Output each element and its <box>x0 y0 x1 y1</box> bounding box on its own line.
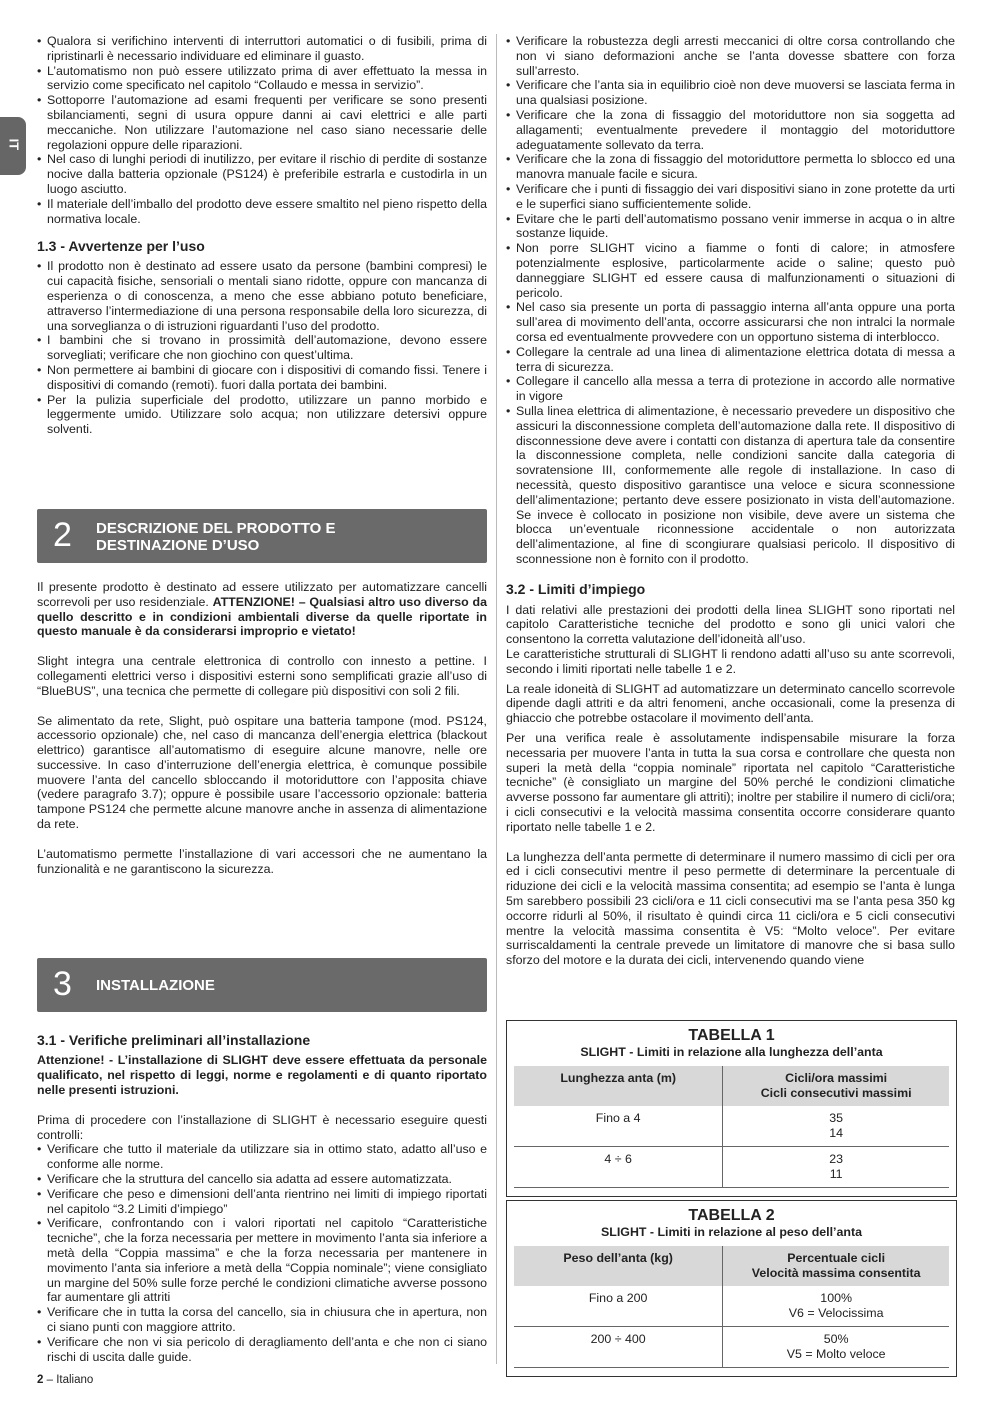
section-3-2-heading: 3.2 - Limiti d’impiego <box>506 580 646 597</box>
column-header <box>723 1066 949 1106</box>
chapter-title-line-1: DESCRIZIONE DEL PRODOTTO E <box>96 519 336 537</box>
page-number: 2 <box>37 1374 44 1386</box>
paragraph <box>37 580 487 639</box>
chapter-2-banner <box>37 509 487 563</box>
section-3-1-heading: 3.1 - Verifiche preliminari all’installazione <box>37 1032 311 1049</box>
warning-text: ATTENZIONE! – Qualsiasi altro uso diverso da quello descritto e in condizioni ambientali diverse da quelle riportate in questo manuale è da considerarsi improprio e vietato! <box>37 594 487 639</box>
chapter-title: INSTALLAZIONE <box>96 977 215 995</box>
table-row <box>514 1286 949 1327</box>
chapter-number: 2 <box>53 515 72 554</box>
column-header-line: Velocità massima consentita <box>751 1266 921 1280</box>
column-header-line: Percentuale cicli <box>787 1251 886 1265</box>
list-item: • Nel caso di lunghi periodi di inutilizzo, per evitare il rischio di perdite di sostanze nocive dalla batteria opzionale (PS124) è preferibile estrarla e custodirla in un luogo asciutto. <box>37 152 487 196</box>
cell-line: V5 = Molto veloce <box>786 1347 886 1361</box>
paragraph: Slight integra una centrale elettronica di controllo con innesto a pettine. I collegamenti elettrici verso i dispositivi esterni sono semplificati grazie all’uso di “BlueBUS”, una tecnica che permette di collegare più dispositivi con soli 2 fili. <box>37 654 487 698</box>
chapter-3-banner <box>37 958 487 1012</box>
table-cell: Fino a 4 <box>514 1106 723 1147</box>
list-item: • Non permettere ai bambini di giocare con i dispositivi di comando fissi. Tenere i dispositivi di comando (remoti). fuori dalla portata dei bambini. <box>37 363 487 393</box>
table-1 <box>506 1020 957 1197</box>
cell-line: V6 = Velocissima <box>788 1306 884 1320</box>
list-item: • Evitare che le parti dell’automatismo possano venir immerse in acqua o in altre sostanze liquide. <box>506 212 955 242</box>
cell-line: 50% <box>823 1332 849 1346</box>
paragraph: Se alimentato da rete, Slight, può ospitare una batteria tampone (mod. PS124, accessorio opzionale) che, nel caso di mancanza dell’energia elettrica (blackout elettrico) garantisce all’automatismo di eseguire alcune manovre, nelle ore successive. In caso d’interruzione dell’energia elettrica, è comunque possibile muovere l’anta del cancello sbloccando il motoriduttore con l’apposita chiave (vedere paragrafo 3.7); oppure è possibile usare l’accessorio opzionale: batteria tampone PS124 che permette alcune manovre anche in assenza di alimentazione da rete. <box>37 713 487 832</box>
section-1-3-heading: 1.3 - Avvertenze per l’uso <box>37 238 205 255</box>
footer-separator: – <box>43 1374 57 1386</box>
paragraph: La lunghezza dell’anta permette di determinare il numero massimo di cicli per ora ed i cicli consecutivi mentre il peso permette di determinare la percentuale di riduzione dei cicli e la velocità massima consentita; ad esempio se l’anta è lunga 5m sarebbero possibili 23 cicli/ora e 11 cicli consecutivi ma se l’anta pesa 350 kg occorre ridurli al 50%, il risultato è quindi circa 11 cicli/ora e 5 cicli consecutivi mentre la velocità massima consentita è V5: “Molto veloce”. Per evitare surriscaldamenti la centrale prevede un limitatore di manovre che si basa sullo sforzo del motore e la durata dei cicli, intervenendo quando viene <box>506 849 955 968</box>
table-row <box>514 1106 949 1147</box>
table-row <box>514 1327 949 1368</box>
cell-line: 14 <box>829 1126 844 1140</box>
table-cell <box>723 1286 949 1327</box>
column-header-line: Cicli/ora massimi <box>785 1071 888 1085</box>
table-title: TABELLA 1 <box>688 1027 775 1044</box>
paragraph: Le caratteristiche strutturali di SLIGHT li rendono adatti all’uso su ante scorrevoli, secondo i limiti riportati nelle tabelle 1 e 2. <box>506 647 955 676</box>
list-item: • Qualora si verifichino interventi di interruttori automatici o di fusibili, prima di ripristinarli è necessario individuare ed eliminare il guasto. <box>37 34 487 64</box>
list-item: • I bambini che si trovano in prossimità dell’automazione, devono essere sorvegliati; verificare che non giochino con quest’ultima. <box>37 333 487 363</box>
installation-warning: Attenzione! - L’installazione di SLIGHT deve essere effettuata da personale qualificato, nel rispetto di leggi, norme e regolamenti e di quanto riportato nelle presenti istruzioni. <box>37 1053 487 1098</box>
language-label: IT <box>6 138 22 151</box>
table-2 <box>506 1200 957 1377</box>
paragraph-text: Il presente prodotto è destinato ad essere utilizzato per automatizzare cancelli scorrevoli per uso residenziale. <box>37 579 487 609</box>
table-cell: 200 ÷ 400 <box>514 1327 723 1368</box>
language-tab <box>0 117 26 175</box>
page-footer <box>37 1373 93 1388</box>
intro-bullet-list <box>37 34 487 226</box>
list-item: • Il materiale dell’imballo del prodotto deve essere smaltito nel pieno rispetto della normativa locale. <box>37 197 487 227</box>
list-item: • Il prodotto non è destinato ad essere usato da persone (bambini compresi) le cui capacità fisiche, sensoriali o mentali siano ridotte, oppure con mancanza di esperienza o di conoscenza, a meno che esse abbiano potuto beneficiare, attraverso l’intermediazione di una persona responsabile della loro sicurezza, di una sorveglianza o di istruzioni riguardanti l’uso del prodotto. <box>37 259 487 333</box>
chapter-number: 3 <box>53 965 72 1004</box>
list-item: • Verificare, confrontando con i valori riportati nel capitolo “Caratteristiche tecniche”, che la forza necessaria per mettere in movimento l’anta sia inferiore a metà della “Coppia massima” e che la forza necessaria per mantenere in movimento l’anta sia inferiore a metà della “Coppia nominale”; viene consigliato un margine del 50% sulle forze perché le condizioni climatiche avverse possono far aumentare gli attriti <box>37 1216 487 1305</box>
paragraph: L’automatismo permette l’installazione di vari accessori che ne aumentano la funzionalità e ne garantiscono la sicurezza. <box>37 846 487 876</box>
table-title: TABELLA 2 <box>688 1207 775 1224</box>
list-item: • Collegare la centrale ad una linea di alimentazione elettrica dotata di messa a terra di sicurezza. <box>506 345 955 375</box>
cell-line: 11 <box>829 1167 843 1181</box>
list-item: • Verificare che peso e dimensioni dell’anta rientrino nei limiti di impiego riportati nel capitolo “3.2 Limiti d’impiego” <box>37 1187 487 1217</box>
table-cell <box>723 1147 949 1188</box>
list-item: • Verificare che i punti di fissaggio dei vari dispositivi siano in zone protette da urti e le superfici siano sufficientemente solide. <box>506 182 955 212</box>
list-item: • Verificare la robustezza degli arresti meccanici di oltre corsa controllando che non vi siano deformazioni anche se l’anta dovesse sbattere con forza sull’arresto. <box>506 34 955 78</box>
list-item: • Verificare che in tutta la corsa del cancello, sia in chiusura che in apertura, non ci siano punti con maggiore attrito. <box>37 1305 487 1335</box>
list-item: • Nel caso sia presente un porta di passaggio interna all’anta oppure una porta sull’area di movimento dell’anta, occorre assicurarsi che non intralci la normale corsa ed eventualmente provvedere con un opportuno sistema di interblocco. <box>506 300 955 344</box>
table-row <box>514 1147 949 1188</box>
column-header <box>723 1246 949 1286</box>
list-item: • Verificare che la zona di fissaggio del motoriduttore permetta lo sblocco ed una manovra manuale facile e sicura. <box>506 152 955 182</box>
table-header-row <box>514 1246 949 1286</box>
list-item: • Verificare che non vi sia pericolo di deragliamento dell’anta e che non ci siano rischi di uscita dalle guide. <box>37 1335 487 1365</box>
list-item: • Sottoporre l’automazione ad esami frequenti per verificare se sono presenti sbilanciamenti, segni di usura oppure danni ai cavi elettrici e alle parti meccaniche. Non utilizzare l’automazione nel caso siano necessarie delle regolazioni oppure delle riparazioni. <box>37 93 487 152</box>
table-subtitle: SLIGHT - Limiti in relazione al peso dell’anta <box>601 1225 862 1239</box>
footer-language: Italiano <box>56 1374 94 1386</box>
cell-line: 35 <box>829 1111 844 1125</box>
list-item: • Verificare che la zona di fissaggio del motoriduttore non sia soggetta ad allagamenti; eventualmente prevedere il montaggio del motoriduttore adeguatamente sollevato da terra. <box>506 108 955 152</box>
list-item: • Verificare che tutto il materiale da utilizzare sia in ottimo stato, adatto all’uso e conforme alle norme. <box>37 1142 487 1172</box>
list-item: • Per la pulizia superficiale del prodotto, utilizzare un panno morbido e leggermente umido. Utilizzare solo acqua; non utilizzare detersivi oppure solventi. <box>37 393 487 437</box>
right-column <box>506 34 955 968</box>
usage-warnings-list <box>37 259 487 437</box>
list-item: • Non porre SLIGHT vicino a fiamme o fonti di calore; in atmosfere potenzialmente esplosive, particolarmente acide o saline; questo può danneggiare SLIGHT ed essere causa di malfunzionamenti o situazioni di pericolo. <box>506 241 955 300</box>
list-item: • Sulla linea elettrica di alimentazione, è necessario prevedere un dispositivo che assicuri la disconnessione completa dell’automazione dalla rete. Il dispositivo di disconnessione deve avere i contatti con distanza di apertura tale da consentire la disconnessione completa, nelle condizioni sancite dalla categoria di sovratensione III, conformemente alle regole di installazione. In caso di necessità, questo dispositivo garantisce una veloce e sicura sconnessione dell’alimentazione; pertanto deve essere posizionato in vista dell’automazione. Se invece è collocato in posizione non visibile, deve avere un sistema che blocca un’eventuale riconnessione accidentale o non autorizzata dell’alimentazione, al fine di scongiurare qualsiasi pericolo. Il dispositivo di sconnessione non è fornito con il prodotto. <box>506 404 955 567</box>
limits-table <box>514 1066 949 1188</box>
list-item: • Collegare il cancello alla messa a terra di protezione in accordo alle normative in vigore <box>506 374 955 404</box>
table-cell <box>723 1327 949 1368</box>
table-cell <box>723 1106 949 1147</box>
column-divider <box>496 34 497 1364</box>
installation-checks-list <box>506 34 955 567</box>
chapter-title-line-2: DESTINAZIONE D’USO <box>96 536 260 554</box>
column-header: Lunghezza anta (m) <box>514 1066 723 1106</box>
paragraph: Prima di procedere con l’installazione di SLIGHT è necessario eseguire questi controlli: <box>37 1112 487 1142</box>
list-item: • L’automatismo non può essere utilizzato prima di aver effettuato la messa in servizio come specificato nel capitolo “Collaudo e messa in servizio”. <box>37 64 487 94</box>
list-item: • Verificare che la struttura del cancello sia adatta ad essere automatizzata. <box>37 1172 487 1187</box>
list-item: • Verificare che l’anta sia in equilibrio cioè non deve muoversi se lasciata ferma in una qualsiasi posizione. <box>506 78 955 108</box>
left-column <box>37 34 487 1364</box>
table-header-row <box>514 1066 949 1106</box>
preliminary-checks-list <box>37 1142 487 1364</box>
table-cell: Fino a 200 <box>514 1286 723 1327</box>
cell-line: 100% <box>820 1291 852 1305</box>
column-header: Peso dell’anta (kg) <box>514 1246 723 1286</box>
column-header-line: Cicli consecutivi massimi <box>760 1086 912 1100</box>
table-subtitle: SLIGHT - Limiti in relazione alla lunghezza dell’anta <box>580 1045 883 1059</box>
paragraph: La reale idoneità di SLIGHT ad automatizzare un determinato cancello scorrevole dipende dagli attriti e da altri fenomeni, anche occasionali, come la presenza di ghiaccio che potrebbe ostacolare il movimento dell’anta. <box>506 681 955 726</box>
table-cell: 4 ÷ 6 <box>514 1147 723 1188</box>
cell-line: 23 <box>829 1152 844 1166</box>
paragraph: I dati relativi alle prestazioni dei prodotti della linea SLIGHT sono riportati nel capitolo Caratteristiche tecniche del prodotto e sono gli unici valori che consentono la corretta valutazione dell’idoneità all’uso. <box>506 602 955 647</box>
paragraph: Per una verifica reale è assolutamente indispensabile misurare la forza necessaria per muovere l’anta in tutta la sua corsa e controllare che questa non superi la metà della “coppia nominale” riportata nel capitolo “Caratteristiche tecniche” (è consigliato un margine del 50% perché le condizioni climatiche avverse possono far aumentare gli attriti); inoltre per stabilire il numero di cicli/ora; i cicli consecutivi e la velocità massima consentita occorre considerare quanto riportato nelle tabelle 1 e 2. <box>506 731 956 834</box>
limits-table <box>514 1246 949 1368</box>
